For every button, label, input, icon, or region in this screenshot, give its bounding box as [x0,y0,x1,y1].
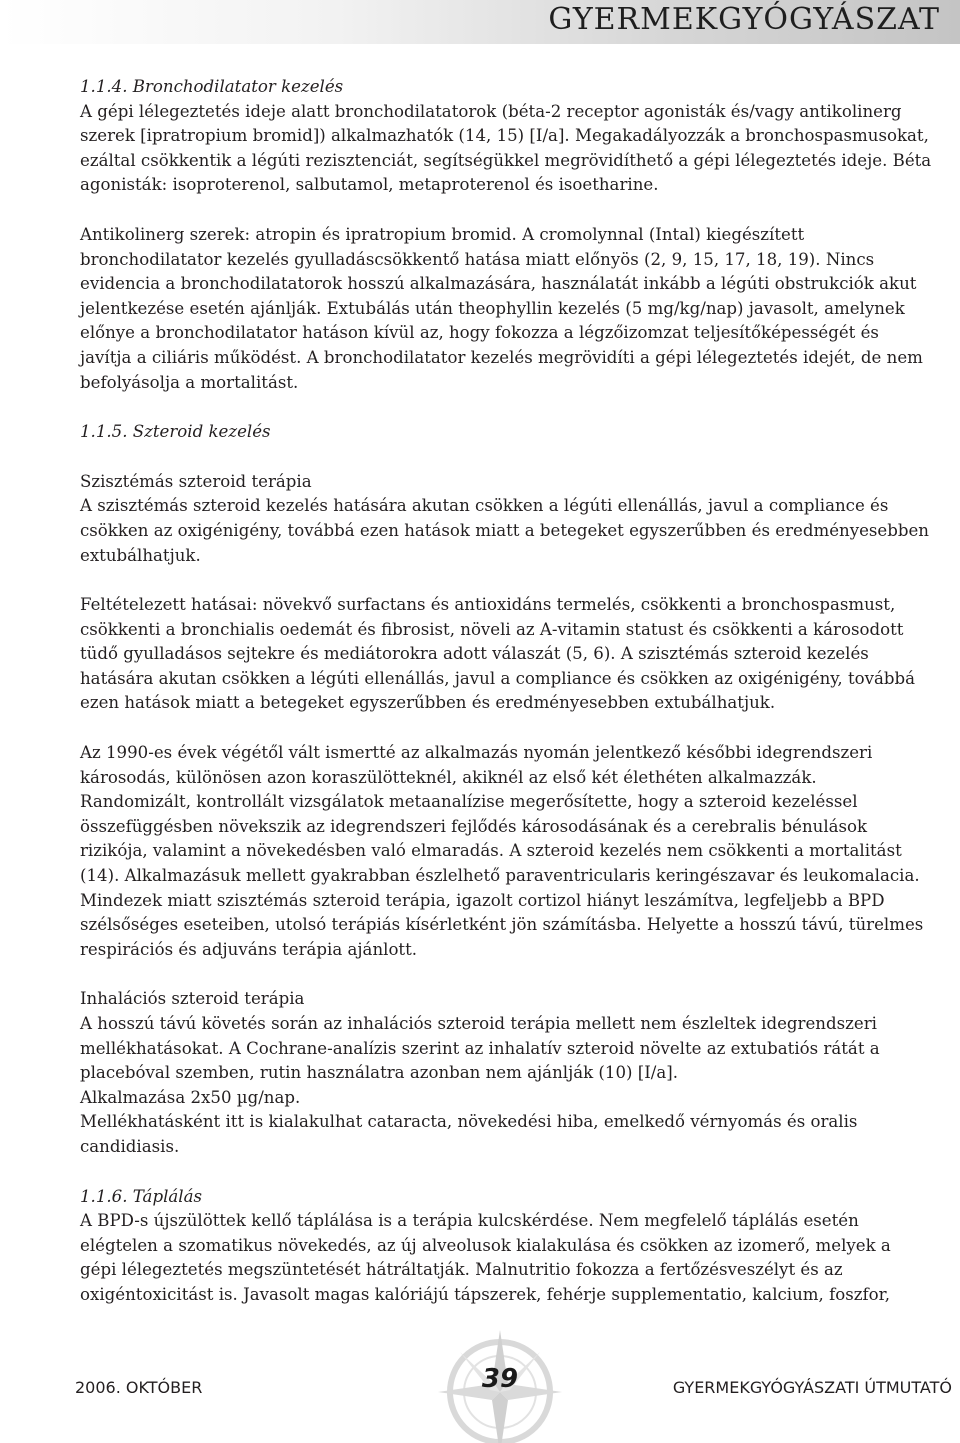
paragraph: A hosszú távú követés során az inhalációs szteroid terápia mellett nem észleltek idegrendszeri mellékhatásokat. A Cochrane-analízis szerint az inhalatív szteroid növelte az extubatiós rátát a placebóval szemben, rutin használatra azonban nem ajánlják (10) [I/a]. [80,1014,880,1083]
section-heading-1-1-6: 1.1.6. Táplálás [80,1186,202,1206]
page-body [80,75,932,1308]
paragraph: A szisztémás szteroid kezelés hatására akutan csökken a légúti ellenállás, javul a compliance és csökken az oxigénigény, továbbá ezen hatások miatt a betegeket egyszerűbben és eredményesebben extubálhatjuk. [80,496,929,565]
subheading-inhaled-steroid: Inhalációs szteroid terápia [80,989,305,1009]
running-header-title: GYERMEKGYÓGYÁSZAT [548,2,940,37]
subheading-systemic-steroid: Szisztémás szteroid terápia [80,471,312,491]
page-number: 39 [481,1364,519,1394]
paragraph: Antikolinerg szerek: atropin és ipratropium bromid. A cromolynnal (Intal) kiegészített bronchodilatator kezelés gyulladáscsökkentő hatása miatt előnyös (2, 9, 15, 17, 18, 19). Nincs evidencia a bronchodilatatorok hosszú alkalmazására, használatát inkább a légúti obstrukciók akut jelentkezése esetén ajánlják. Extubálás után theophyllin kezelés (5 mg/kg/nap) javasolt, amelynek előnye a bronchodilatator hatáson kívül az, hogy fokozza a légzőizomzat teljesítőképességét és javítja a ciliáris működést. A bronchodilatator kezelés megrövidíti a gépi lélegeztetés idejét, de nem befolyásolja a mortalitást. [80,224,923,392]
footer-publication: GYERMEKGYÓGYÁSZATI ÚTMUTATÓ [672,1378,952,1397]
paragraph: A BPD-s újszülöttek kellő táplálása is a terápia kulcskérdése. Nem megfelelő táplálás esetén elégtelen a szomatikus növekedés, az új alveolusok kialakulása és csökken az izomerő, melyek a gépi lélegeztetés megszüntetését hátráltatják. Malnutritio fokozza a fertőzésveszélyt és az oxigéntoxicitást is. Javasolt magas kalóriájú tápszerek, fehérje supplementatio, kalcium, foszfor, [80,1211,891,1304]
paragraph: Feltételezett hatásai: növekvő surfactans és antioxidáns termelés, csökkenti a bronchospasmust, csökkenti a bronchialis oedemát és fibrosist, növeli az A-vitamin statust és csökkenti a károsodott tüdő gyulladásos sejtekre és mediátorokra adott válaszát (5, 6). A szisztémás szteroid kezelés hatására akutan csökken a légúti ellenállás, javul a compliance és csökken az oxigénigény, továbbá ezen hatások miatt a betegeket egyszerűbben és eredményesebben extubálhatjuk. [80,595,916,713]
paragraph: Mellékhatásként itt is kialakulhat cataracta, növekedési hiba, emelkedő vérnyomás és oralis candidiasis. [80,1112,858,1156]
section-heading-1-1-5: 1.1.5. Szteroid kezelés [80,422,271,442]
paragraph: Az 1990-es évek végétől vált ismertté az alkalmazás nyomán jelentkező későbbi idegrendszeri károsodás, különösen azon koraszülötteknél, akiknél az első két élethéten alkalmazzák. Randomizált, kontrollált vizsgálatok metaanalízise megerősítette, hogy a szteroid kezeléssel összefüggésben növekszik az idegrendszeri fejlődés károsodásának és a cerebralis bénulások rizikója, valamint a növekedésben való elmaradás. A szteroid kezelés nem csökkenti a mortalitást (14). Alkalmazásuk mellett gyakrabban észlelhető paraventricularis keringészavar és leukomalacia. Mindezek miatt szisztémás szteroid terápia, igazolt cortizol hiányt leszámítva, legfeljebb a BPD szélsőséges eseteiben, utolsó terápiás kísérletként jön számításba. Helyette a hosszú távú, türelmes respirációs és adjuváns terápia ajánlott. [80,743,924,959]
paragraph: Alkalmazása 2x50 µg/nap. [80,1087,301,1107]
paragraph: A gépi lélegeztetés ideje alatt bronchodilatatorok (béta-2 receptor agonisták és/vagy antikolinerg szerek [ipratropium bromid]) alkalmazhatók (14, 15) [I/a]. Megakadályozzák a bronchospasmusokat, ezáltal csökkentik a légúti rezisztenciát, segítségükkel megrövidíthető a gépi lélegeztetés ideje. Béta agonisták: isoproterenol, salbutamol, metaproterenol és isoetharine. [80,101,932,195]
footer-date: 2006. OKTÓBER [75,1378,203,1397]
section-heading-1-1-4: 1.1.4. Bronchodilatator kezelés [80,77,344,96]
